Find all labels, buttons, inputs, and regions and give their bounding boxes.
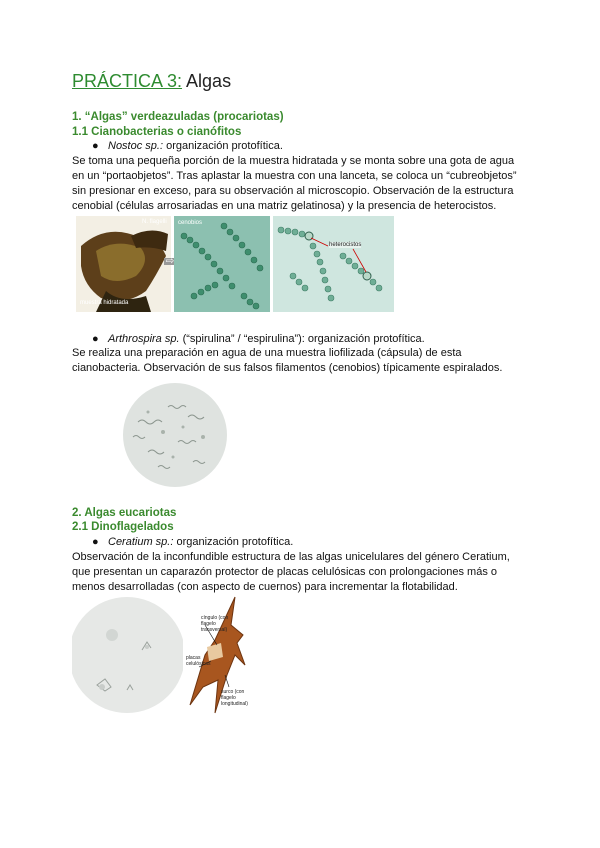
species-name: Nostoc sp.: (108, 140, 164, 152)
page-title (72, 71, 231, 92)
section-2-1-heading: 2.1 Dinoflagelados (72, 521, 174, 533)
arrow-icon: ⇨ (165, 256, 175, 267)
photo-label: muestra hidratada (80, 300, 129, 306)
nostoc-micro-heterocistos (273, 216, 394, 312)
title-rest: Algas (182, 71, 232, 91)
diagram-label: cíngulo (con flagelo transversal) (201, 615, 229, 633)
title-prefix: PRÁCTICA 3: (72, 71, 183, 91)
species-name: Ceratium sp.: (108, 536, 174, 548)
arthrospira-micro (118, 382, 232, 488)
section-2-heading: 2. Algas eucariotas (72, 507, 177, 519)
species-desc: organización protofítica. (173, 536, 294, 548)
diagram-label: surco (con flagelo longitudinal) (221, 689, 248, 707)
species-desc: (“spirulina” / “espirulina”): organización protofítica. (179, 333, 425, 345)
photo-label: cenobios (178, 220, 203, 226)
list-item-ceratium: ● Ceratium sp.: organización protofítica. (92, 536, 294, 548)
text-line: cenobial (células arrosariadas en una matriz gelatinosa) y la presencia de heterocistos. (72, 200, 497, 212)
photo-label: heterocistos (329, 242, 362, 248)
ceratium-diagram (185, 595, 252, 716)
text-line: sin presionar en exceso, para su observación al microscopio. Observación de la estructura (72, 185, 514, 197)
text-line: que presentan un caparazón protector de placas celulósicas con prolongaciones más o (72, 566, 497, 578)
text-line: Se realiza una preparación en agua de una muestra liofilizada (cápsula) de esta (72, 347, 462, 359)
paragraph-nostoc (72, 154, 532, 214)
text-line: Se toma una pequeña porción de la muestra hidratada y se monta sobre una gota de agua (72, 155, 515, 167)
section-1-heading: 1. “Algas” verdeazuladas (procariotas) (72, 111, 284, 123)
text-line: menos desarrolladas (con aspecto de cuernos) para incrementar la flotabilidad. (72, 581, 458, 593)
list-item-nostoc: ● Nostoc sp.: organización protofítica. (92, 140, 283, 152)
text-line: en un “portaobjetos”. Tras aplastar la muestra con una lanceta, se coloca un “cubreobjetos” (72, 170, 517, 182)
paragraph-arthrospira (72, 346, 532, 376)
nostoc-micro-cenobios (174, 216, 270, 312)
species-name: Arthrospira sp. (108, 333, 180, 345)
species-desc: organización protofítica. (163, 140, 283, 152)
list-item-arthrospira: ● Arthrospira sp. (“spirulina” / “espirulina”): organización protofítica. (92, 333, 425, 345)
diagram-label: placas celulósicas (186, 655, 211, 667)
nostoc-photo (76, 216, 171, 312)
text-line: Observación de la inconfundible estructura de las algas unicelulares del género Ceratium, (72, 551, 510, 563)
ceratium-micro (72, 595, 183, 716)
photo-label: N. flagelli (142, 219, 167, 225)
section-1-1-heading: 1.1 Cianobacterias o cianófitos (72, 126, 242, 138)
text-line: cianobacteria. Observación de sus falsos filamentos (cenobios) típicamente espiralados. (72, 362, 503, 374)
paragraph-ceratium (72, 550, 532, 595)
